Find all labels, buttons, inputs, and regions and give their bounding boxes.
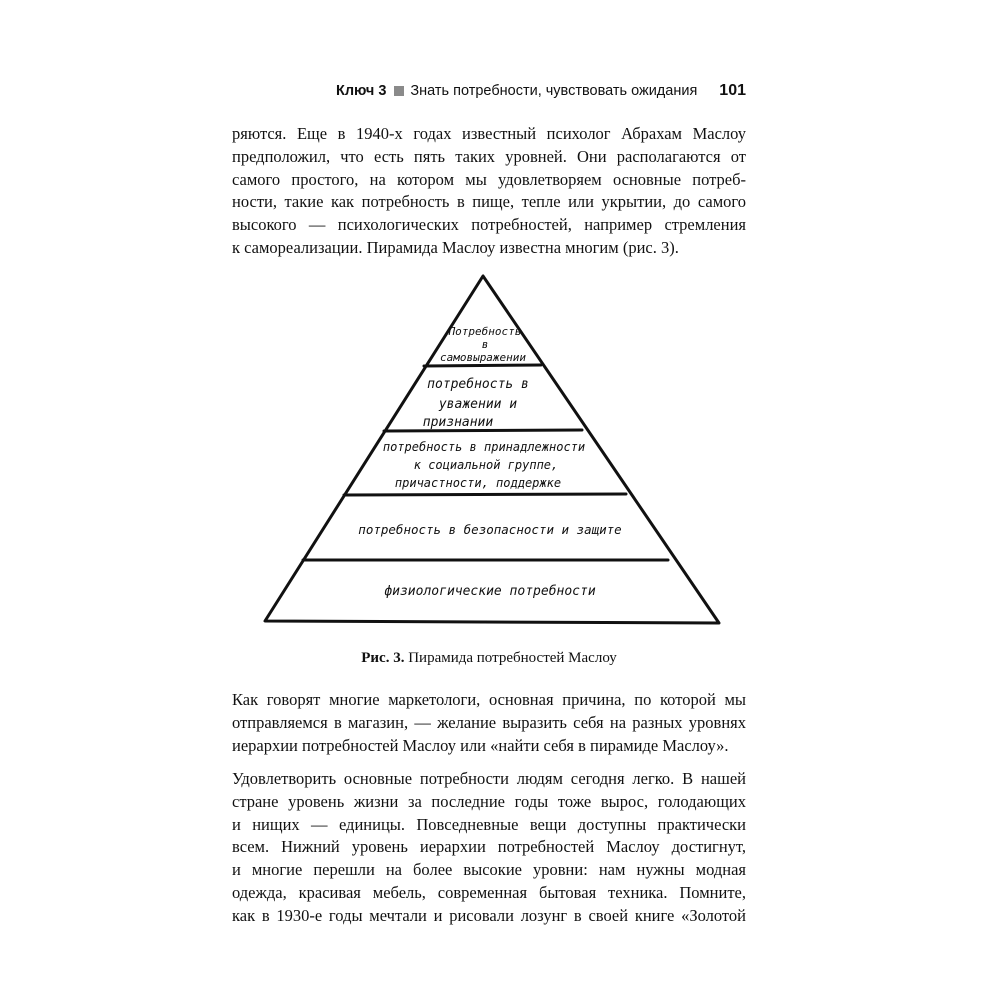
chapter-title: Знать потребности, чувствовать ожидания — [410, 83, 698, 99]
level-5-label-line-2: в — [481, 338, 489, 351]
text-line: иерархии потребностей Маслоу или «найти себя в пирамиде Маслоу». — [232, 735, 729, 755]
text-line: Как говорят многие маркетологи, основная причина, по которой мы — [232, 690, 746, 709]
separator-square-icon — [394, 86, 404, 96]
text-line: стране уровень жизни за последние годы тоже вырос, голодающих — [232, 791, 746, 811]
level-divider-1 — [424, 365, 541, 366]
pyramid-drawing — [258, 268, 728, 628]
text-line: к самореализации. Пирамида Маслоу известна многим (рис. 3). — [232, 237, 679, 257]
figure-caption-text: Пирамида потребностей Маслоу — [404, 650, 617, 666]
level-5-label-line-3: самовыражении — [439, 351, 527, 364]
level-divider-3 — [344, 494, 626, 495]
text-line: отправляемся в магазин, — желание выразить себя на разных уровнях — [232, 712, 746, 732]
figure-caption — [232, 650, 746, 667]
level-divider-2 — [384, 430, 582, 431]
page-number: 101 — [719, 82, 746, 99]
text-line: ности, такие как потребность в пище, тепле или укрытии, до самого — [232, 192, 746, 212]
level-2-label: потребность в безопасности и защите — [358, 522, 622, 537]
chapter-key-label: Ключ 3 — [335, 83, 387, 99]
body-paragraph-3 — [232, 768, 746, 928]
level-3-label-line-3: причастности, поддержке — [394, 476, 562, 490]
level-4-label-line-2: уважении и — [438, 397, 518, 412]
level-3-label-line-2: к социальной группе, — [413, 458, 559, 472]
level-4-label-line-1: потребность в — [427, 377, 529, 392]
text-line: самого простого, на котором мы удовлетворяем основные потреб- — [232, 169, 746, 189]
text-line: ряются. Еще в 1940-х годах известный психолог Абрахам Маслоу — [232, 124, 746, 143]
body-paragraph-1 — [232, 123, 746, 260]
running-header — [232, 80, 746, 102]
figure-caption-label: Рис. 3. — [361, 650, 405, 666]
level-3-label-line-1: потребность в принадлежности — [382, 440, 586, 454]
text-line: Удовлетворить основные потребности людям сегодня легко. В нашей — [232, 769, 746, 788]
text-line: одежда, красивая мебель, современная бытовая техника. Помните, — [232, 882, 746, 902]
body-paragraph-2 — [232, 689, 746, 757]
level-1-label: физиологические потребности — [384, 584, 596, 599]
maslow-pyramid-figure — [258, 268, 728, 628]
level-4-label-line-3: признании — [422, 415, 494, 430]
text-line: высокого — психологических потребностей, например стремления — [232, 215, 746, 235]
text-line: и нищих — единицы. Повседневные вещи доступны практически — [232, 814, 746, 834]
text-line: и многие перешли на более высокие уровни: нам нужны модная — [232, 860, 746, 880]
level-5-label-line-1: Потребность — [448, 325, 522, 338]
text-line: как в 1930-е годы мечтали и рисовали лозунг в своей книге «Золотой — [232, 905, 746, 925]
text-line: всем. Нижний уровень иерархии потребностей Маслоу достигнут, — [232, 837, 746, 857]
text-line: предположил, что есть пять таких уровней. Они располагаются от — [232, 146, 746, 166]
